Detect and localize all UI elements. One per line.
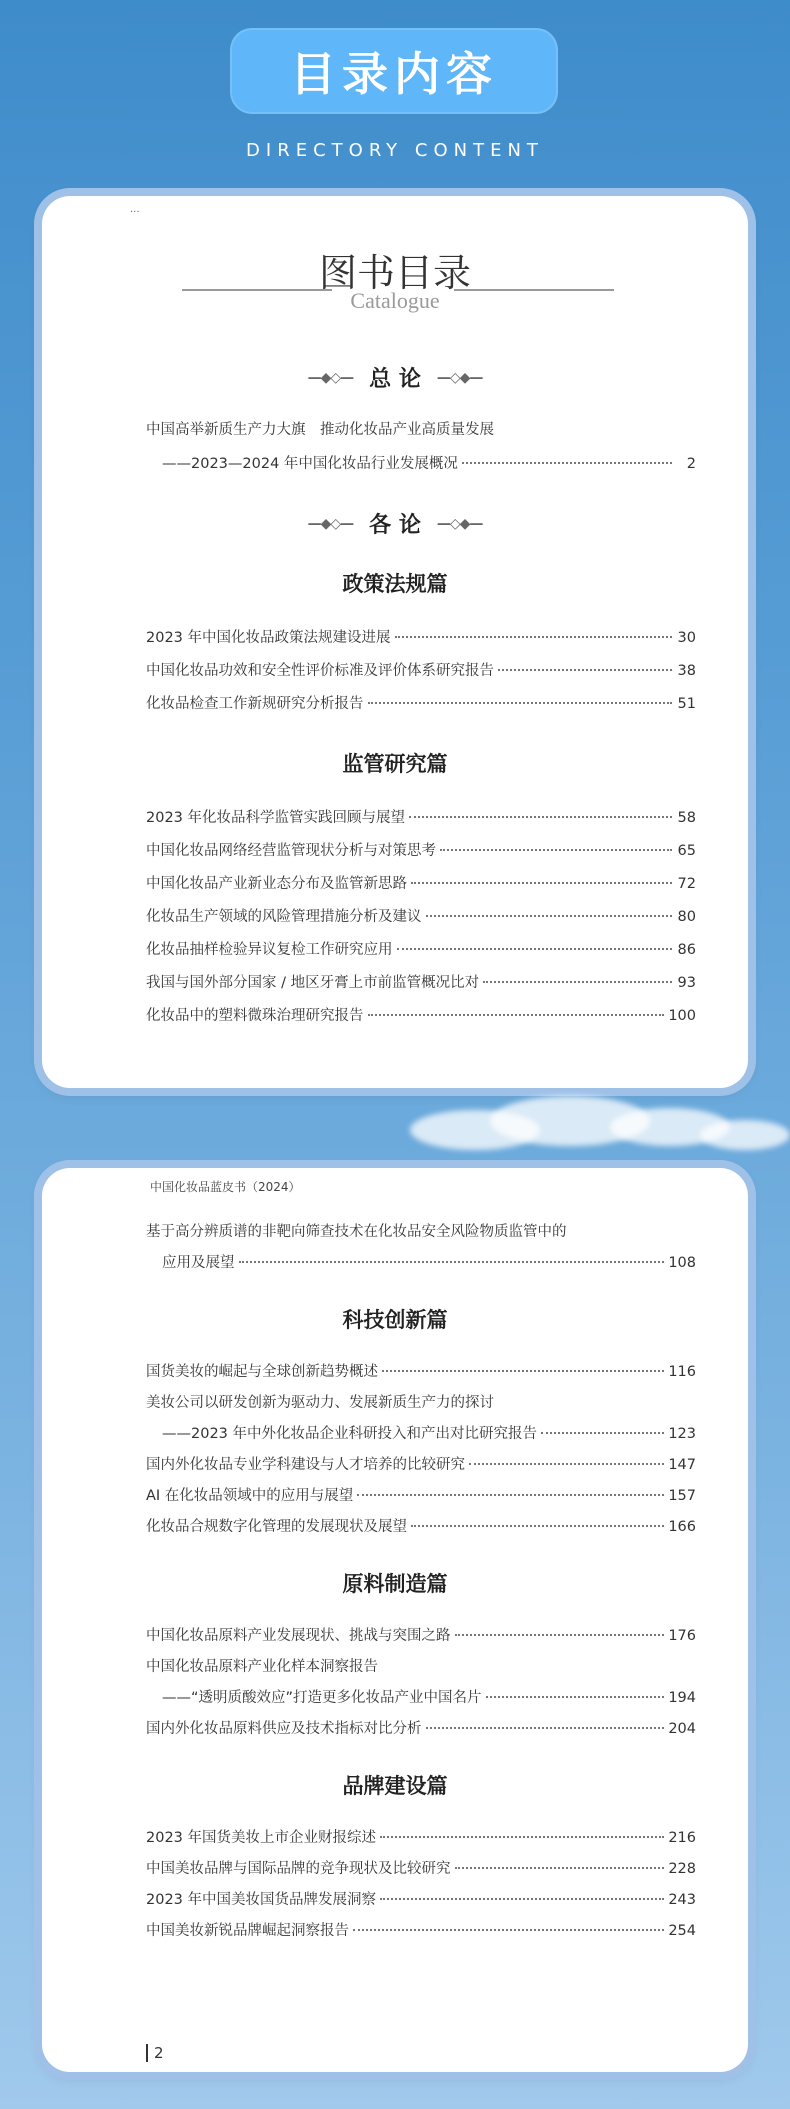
supervision-entry[interactable] [146,938,696,960]
entry-title: 国内外化妆品专业学科建设与人才培养的比较研究 [146,1457,465,1473]
materials-multi-entry[interactable] [162,1686,696,1708]
entry-page: 243 [668,1892,696,1908]
entry-title: 我国与国外部分国家 / 地区牙膏上市前监管概况比对 [146,975,480,991]
brand-entry[interactable] [146,1888,696,1910]
entry-title: 化妆品抽样检验异议复检工作研究应用 [146,942,393,958]
entry-page: 194 [668,1690,696,1706]
leader-dots [486,1696,665,1698]
entry-title: 化妆品中的塑料微珠治理研究报告 [146,1008,364,1024]
entry-page: 100 [668,1008,696,1024]
entry-title: 2023 年国货美妆上市企业财报综述 [146,1830,377,1846]
section-general-heading [42,362,748,393]
materials-multi-line1: 中国化妆品原料产业化样本洞察报告 [146,1659,378,1675]
chapter-brand-title: 品牌建设篇 [342,1773,448,1798]
supervision-entry[interactable] [146,872,696,894]
leader-dots [541,1432,664,1434]
entry-title: ——2023—2024 年中国化妆品行业发展概况 [162,456,458,472]
entry-page: 80 [677,909,696,925]
section-general-label: 总 论 [369,367,421,392]
tech-entry[interactable] [146,1515,696,1537]
leader-dots [357,1494,664,1496]
page-number-value: 2 [146,2044,164,2062]
entry-page: 38 [677,663,696,679]
page-mark: ... [130,204,140,215]
catalogue-subtitle: Catalogue [350,288,440,313]
general-entry-line1: 中国高举新质生产力大旗 推动化妆品产业高质量发展 [146,422,494,438]
leader-dots [426,1727,665,1729]
lead-entry[interactable] [162,1251,696,1273]
banner-title: 目录内容 [290,47,498,101]
entry-page: 123 [668,1426,696,1442]
entry-page: 228 [668,1861,696,1877]
leader-dots [411,1525,664,1527]
chapter-policy-title: 政策法规篇 [342,571,448,596]
entry-title: 2023 年化妆品科学监管实践回顾与展望 [146,810,406,826]
entry-title: 中国化妆品功效和安全性评价标准及评价体系研究报告 [146,663,494,679]
brand-entry[interactable] [146,1919,696,1941]
policy-entry[interactable] [146,692,696,714]
entry-title: 化妆品生产领域的风险管理措施分析及建议 [146,909,422,925]
chapter-supervision-title: 监管研究篇 [342,751,448,776]
lead-entry-line1: 基于高分辨质谱的非靶向筛查技术在化妆品安全风险物质监管中的 [146,1224,567,1240]
entry-page: 166 [668,1519,696,1535]
leader-dots [411,882,672,884]
entry-page: 65 [677,843,696,859]
leader-dots [455,1867,665,1869]
catalogue-title: 图书目录 [318,251,471,295]
ornament-left-icon: —◆◇— [307,369,354,386]
entry-title: 2023 年中国美妆国货品牌发展洞察 [146,1892,377,1908]
entry-page: 93 [677,975,696,991]
tech-entry[interactable] [146,1484,696,1506]
entry-page: 86 [677,942,696,958]
entry-page: 72 [677,876,696,892]
leader-dots [368,702,673,704]
chapter-tech-title: 科技创新篇 [342,1307,448,1332]
materials-entry[interactable] [146,1717,696,1739]
materials-entry[interactable] [146,1624,696,1646]
entry-page: 2 [686,456,696,472]
entry-page: 254 [668,1923,696,1939]
entry-page: 58 [677,810,696,826]
entry-page: 108 [668,1255,696,1271]
entry-page: 216 [668,1830,696,1846]
leader-dots [368,1014,665,1016]
tech-entry[interactable] [146,1453,696,1475]
entry-title: 国内外化妆品原料供应及技术指标对比分析 [146,1721,422,1737]
ornament-right-icon: —◇◆— [436,369,483,386]
entry-page: 147 [668,1457,696,1473]
tech-multi-entry[interactable] [162,1422,696,1444]
leader-dots [382,1370,664,1372]
supervision-entry[interactable] [146,905,696,927]
entry-title: ——“透明质酸效应”打造更多化妆品产业中国名片 [162,1690,482,1706]
banner-title-pill [230,28,558,114]
policy-entry[interactable] [146,659,696,681]
entry-page: 176 [668,1628,696,1644]
section-specific-label: 各 论 [369,513,421,538]
entry-page: 204 [668,1721,696,1737]
leader-dots [455,1634,665,1636]
tech-entry[interactable] [146,1360,696,1382]
supervision-entry[interactable] [146,839,696,861]
leader-dots [395,636,672,638]
entry-title: 中国化妆品产业新业态分布及监管新思路 [146,876,407,892]
entry-title: 2023 年中国化妆品政策法规建设进展 [146,630,391,646]
entry-page: 157 [668,1488,696,1504]
supervision-entry[interactable] [146,806,696,828]
entry-title: 中国美妆新锐品牌崛起洞察报告 [146,1923,349,1939]
leader-dots [462,462,672,464]
brand-entry[interactable] [146,1826,696,1848]
leader-dots [380,1836,664,1838]
entry-title: 中国美妆品牌与国际品牌的竞争现状及比较研究 [146,1861,451,1877]
general-entry[interactable] [162,452,696,474]
leader-dots [498,669,672,671]
chapter-materials-title: 原料制造篇 [342,1571,448,1596]
leader-dots [426,915,673,917]
leader-dots [397,948,673,950]
book-running-header: 中国化妆品蓝皮书（2024） [150,1180,301,1194]
leader-dots [353,1929,664,1931]
supervision-entry[interactable] [146,971,696,993]
entry-title: 国货美妆的崛起与全球创新趋势概述 [146,1364,378,1380]
supervision-entry[interactable] [146,1004,696,1026]
entry-title: AI 在化妆品领域中的应用与展望 [146,1488,354,1504]
brand-entry[interactable] [146,1857,696,1879]
leader-dots [483,981,672,983]
ornament-left-icon: —◆◇— [307,515,354,532]
leader-dots [380,1898,664,1900]
leader-dots [409,816,672,818]
catalogue-page-2 [42,1168,748,2072]
entry-page: 51 [677,696,696,712]
entry-title: 化妆品合规数字化管理的发展现状及展望 [146,1519,407,1535]
page-number [146,2044,164,2062]
banner-subtitle: DIRECTORY CONTENT [246,140,544,161]
leader-dots [469,1463,664,1465]
entry-title: 中国化妆品网络经营监管现状分析与对策思考 [146,843,436,859]
ornament-right-icon: —◇◆— [436,515,483,532]
section-specific-heading [42,508,748,539]
tech-multi-line1: 美妆公司以研发创新为驱动力、发展新质生产力的探讨 [146,1395,494,1411]
entry-title: ——2023 年中外化妆品企业科研投入和产出对比研究报告 [162,1426,538,1442]
leader-dots [239,1261,665,1263]
entry-title: 化妆品检查工作新规研究分析报告 [146,696,364,712]
entry-page: 116 [668,1364,696,1380]
entry-page: 30 [677,630,696,646]
policy-entry[interactable] [146,626,696,648]
entry-title: 中国化妆品原料产业发展现状、挑战与突围之路 [146,1628,451,1644]
entry-title: 应用及展望 [162,1255,235,1271]
catalogue-page-1 [42,196,748,1088]
cloud-decoration [400,1090,790,1160]
leader-dots [440,849,672,851]
